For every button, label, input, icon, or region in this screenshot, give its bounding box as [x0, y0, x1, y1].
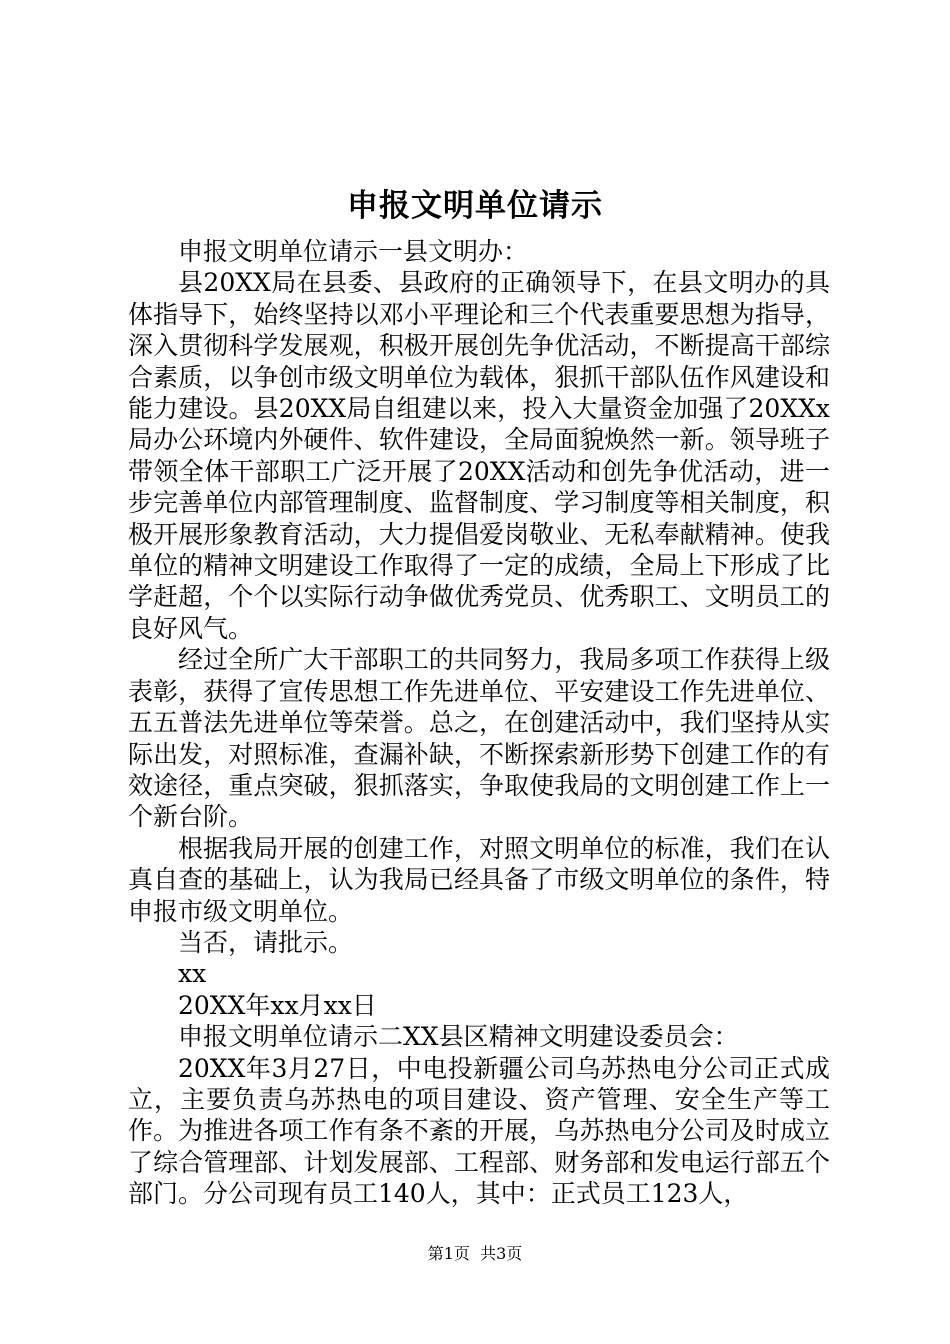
- document-title: 申报文明单位请示: [347, 188, 603, 224]
- paragraph-body-4: 20XX年3月27日，中电投新疆公司乌苏热电分公司正式成立，主要负责乌苏热电的项目建设、资产管理、安全生产等工作。为推进各项工作有条不紊的开展，乌苏热电分公司及时成立了综合管理部、计划发展部、工程部、财务部和发电运行部五个部门。分公司现有员工140人，其中：正式员工123人，: [128, 1053, 830, 1209]
- paragraph-signature: xx: [178, 959, 207, 989]
- paragraph-body-3: 根据我局开展的创建工作，对照文明单位的标准，我们在认真自查的基础上，认为我局已经具备了市级文明单位的条件，特申报市级文明单位。: [128, 833, 830, 926]
- page-footer: [0, 1243, 950, 1265]
- page-number: 第1页: [427, 1244, 470, 1263]
- paragraph-body-2: 经过全所广大干部职工的共同努力，我局多项工作获得上级表彰，获得了宣传思想工作先进单位、平安建设工作先进单位、五五普法先进单位等荣誉。总之，在创建活动中，我们坚持从实际出发，对照标准，查漏补缺，不断探索新形势下创建工作的有效途径，重点突破，狠抓落实，争取使我局的文明创建工作上一个新台阶。: [128, 645, 830, 832]
- paragraph-closing: 当否，请批示。: [178, 927, 354, 957]
- paragraph-date: 20XX年xx月xx日: [178, 990, 377, 1020]
- document-body: [128, 236, 830, 1210]
- page-total: 共3页: [480, 1244, 523, 1263]
- paragraph-salutation-2: 申报文明单位请示二XX县区精神文明建设委员会：: [178, 1022, 739, 1052]
- paragraph-body-1: 县20XX局在县委、县政府的正确领导下，在县文明办的具体指导下，始终坚持以邓小平理论和三个代表重要思想为指导，深入贯彻科学发展观，积极开展创先争优活动，不断提高干部综合素质，以争创市级文明单位为载体，狠抓干部队伍作风建设和能力建设。县20XX局自组建以来，投入大量资金加强了20XXx局办公环境内外硬件、软件建设，全局面貌焕然一新。领导班子带领全体干部职工广泛开展了20XX活动和创先争优活动，进一步完善单位内部管理制度、监督制度、学习制度等相关制度，积极开展形象教育活动，大力提倡爱岗敬业、无私奉献精神。使我单位的精神文明建设工作取得了一定的成绩，全局上下形成了比学赶超，个个以实际行动争做优秀党员、优秀职工、文明员工的良好风气。: [128, 268, 830, 643]
- paragraph-salutation-1: 申报文明单位请示一县文明办：: [178, 237, 529, 266]
